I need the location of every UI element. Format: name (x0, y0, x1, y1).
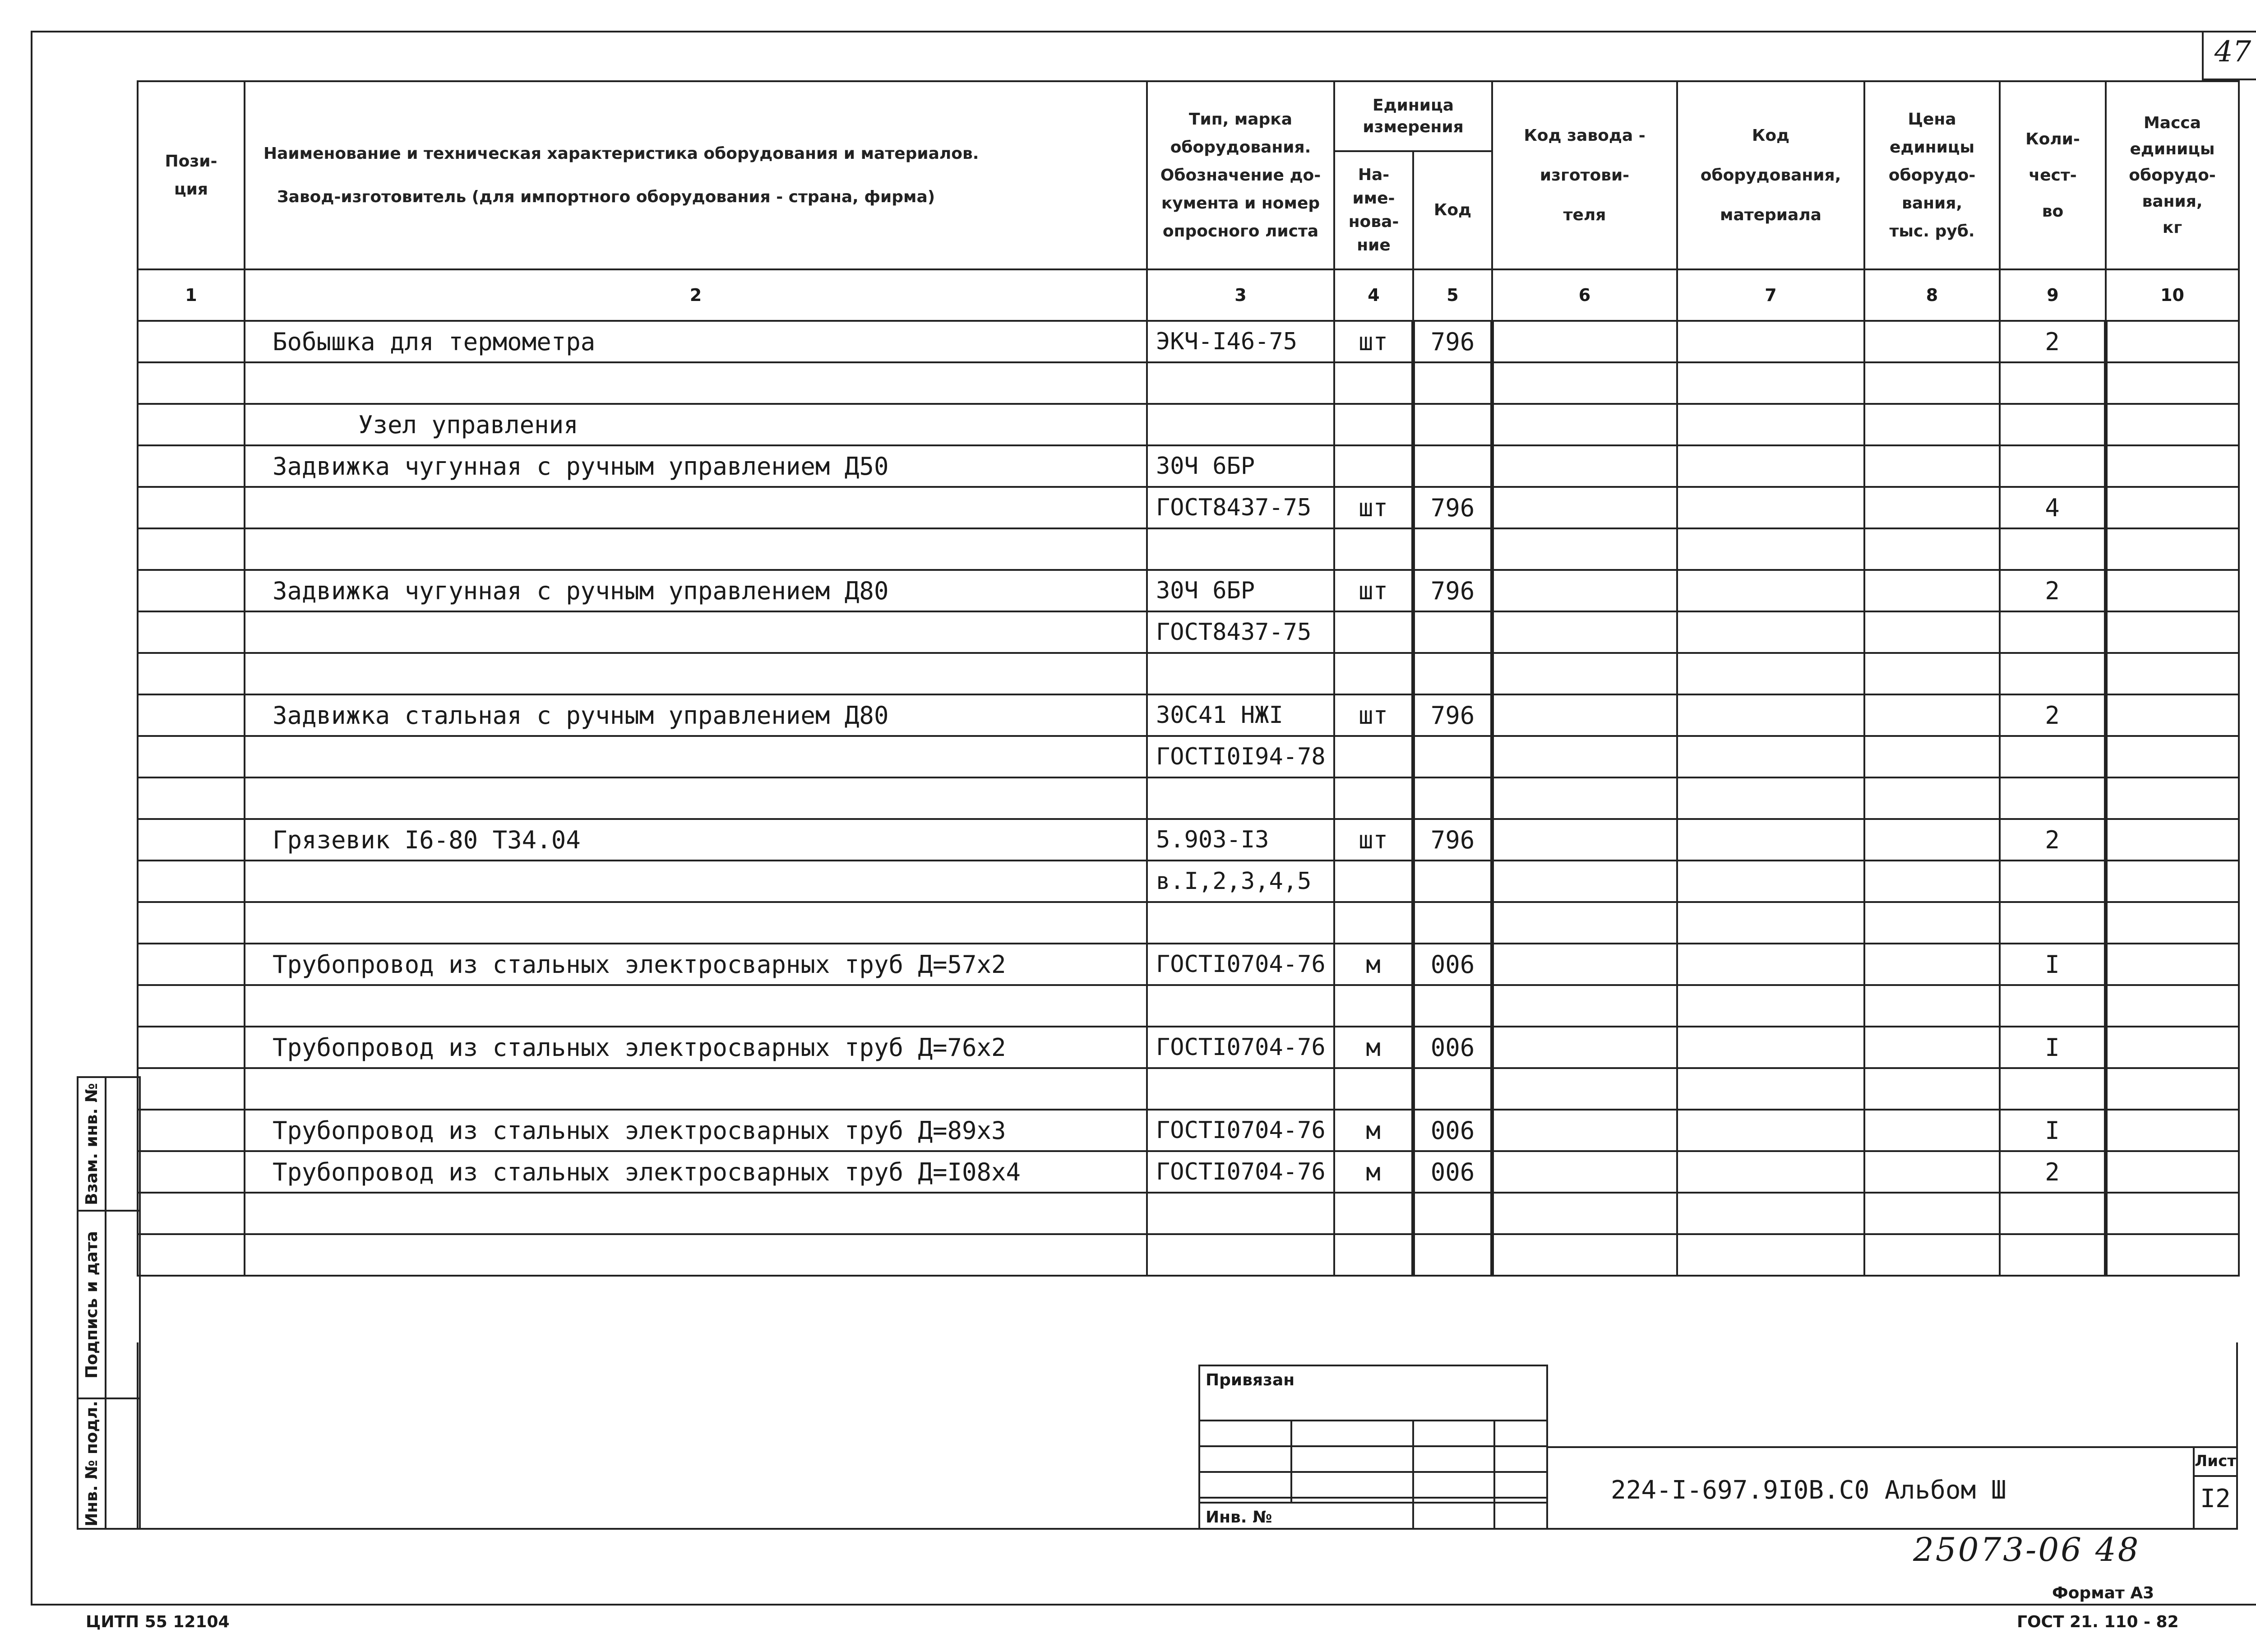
cell-c7 (1677, 985, 1864, 1027)
cell-c7 (1677, 1151, 1864, 1193)
cell-c10 (2106, 1234, 2239, 1276)
cell-c3 (1147, 985, 1334, 1027)
cell-c9 (2000, 902, 2106, 944)
cell-c7 (1677, 1068, 1864, 1110)
cell-c4: шт (1334, 819, 1413, 861)
cell-c2: Трубопровод из стальных электросварных труб Д=76х2 (245, 1027, 1147, 1068)
cell-c6 (1492, 1027, 1677, 1068)
stamp-label: Инв. № подл. (82, 1401, 101, 1527)
header-type: Тип, марка оборудования. Обозначение до- кумента и номер опросного листа (1147, 81, 1334, 269)
cell-c4 (1334, 611, 1413, 653)
cell-c7 (1677, 1234, 1864, 1276)
cell-c1 (138, 902, 245, 944)
cell-c4 (1334, 736, 1413, 777)
cell-c8 (1864, 653, 2000, 694)
cell-c10 (2106, 653, 2239, 694)
cell-c1 (138, 404, 245, 445)
cell-c10 (2106, 736, 2239, 777)
cell-c4: шт (1334, 694, 1413, 736)
cell-c4: м (1334, 1151, 1413, 1193)
cell-c1 (138, 528, 245, 570)
table-row (138, 611, 2239, 653)
cell-c8 (1864, 445, 2000, 487)
cell-c5 (1413, 902, 1492, 944)
cell-c6 (1492, 528, 1677, 570)
cell-c10 (2106, 1110, 2239, 1151)
cell-c4: м (1334, 944, 1413, 985)
col-num: 7 (1677, 269, 1864, 321)
header-equipment-code: Код оборудования, материала (1677, 81, 1864, 269)
cell-c7 (1677, 1027, 1864, 1068)
format-label: Формат А3 (2052, 1584, 2154, 1602)
cell-c1 (138, 1234, 245, 1276)
cell-c2 (245, 653, 1147, 694)
cell-c4: м (1334, 1110, 1413, 1151)
table-row (138, 487, 2239, 528)
cell-c6 (1492, 819, 1677, 861)
page-number-box (2202, 31, 2256, 80)
cell-c5 (1413, 985, 1492, 1027)
table-row (138, 404, 2239, 445)
cell-c6 (1492, 777, 1677, 819)
cell-c3: ГОСТI0I94-78 (1147, 736, 1334, 777)
cell-c3: ГОСТ8437-75 (1147, 487, 1334, 528)
cell-c10 (2106, 1151, 2239, 1193)
cell-c10 (2106, 985, 2239, 1027)
stamp-original-inv (77, 1397, 141, 1530)
cell-c3: 5.903-I3 (1147, 819, 1334, 861)
cell-c4 (1334, 1193, 1413, 1234)
cell-c7 (1677, 1193, 1864, 1234)
cell-c4 (1334, 653, 1413, 694)
cell-c2 (245, 902, 1147, 944)
cell-c7 (1677, 445, 1864, 487)
cell-c3 (1147, 404, 1334, 445)
cell-c5: 006 (1413, 1110, 1492, 1151)
cell-c6 (1492, 362, 1677, 404)
table-row (138, 694, 2239, 736)
inv-no-label: Инв. № (1206, 1508, 1272, 1527)
table-row (138, 777, 2239, 819)
cell-c4 (1334, 362, 1413, 404)
cell-c10 (2106, 445, 2239, 487)
header-quantity: Коли- чест- во (2000, 81, 2106, 269)
header-unit-code: Код (1413, 151, 1492, 269)
cell-c3 (1147, 1193, 1334, 1234)
cell-c7 (1677, 570, 1864, 611)
cell-c10 (2106, 1068, 2239, 1110)
cell-c1 (138, 570, 245, 611)
table-row (138, 736, 2239, 777)
cell-c7 (1677, 487, 1864, 528)
cell-c8 (1864, 1151, 2000, 1193)
sheet-label: Лист (2195, 1448, 2236, 1477)
header-unit: Единица измерения (1334, 81, 1492, 151)
cell-c6 (1492, 944, 1677, 985)
cell-c8 (1864, 861, 2000, 902)
cell-c5: 796 (1413, 321, 1492, 362)
cell-c1 (138, 611, 245, 653)
cell-c7 (1677, 611, 1864, 653)
cell-c2 (245, 1068, 1147, 1110)
cell-c10 (2106, 694, 2239, 736)
cell-c1 (138, 1027, 245, 1068)
cell-c8 (1864, 1234, 2000, 1276)
cell-c2 (245, 362, 1147, 404)
page-number: 47 (2214, 35, 2251, 69)
cell-c6 (1492, 736, 1677, 777)
cell-c6 (1492, 694, 1677, 736)
cell-c7 (1677, 819, 1864, 861)
table-row (138, 321, 2239, 362)
cell-c6 (1492, 1110, 1677, 1151)
cell-c9 (2000, 1193, 2106, 1234)
cell-c10 (2106, 528, 2239, 570)
cell-c8 (1864, 985, 2000, 1027)
cell-c3 (1147, 362, 1334, 404)
cell-c4 (1334, 902, 1413, 944)
cell-c5: 006 (1413, 1151, 1492, 1193)
cell-c8 (1864, 487, 2000, 528)
cell-c9: 2 (2000, 570, 2106, 611)
cell-c5 (1413, 445, 1492, 487)
table-row (138, 362, 2239, 404)
col-num: 1 (138, 269, 245, 321)
cell-c9 (2000, 777, 2106, 819)
cell-c2: Задвижка стальная с ручным управлением Д80 (245, 694, 1147, 736)
table-row (138, 1193, 2239, 1234)
table-row (138, 819, 2239, 861)
cell-c8 (1864, 777, 2000, 819)
col-num: 3 (1147, 269, 1334, 321)
header-unit-name: На- име- нова- ние (1334, 151, 1413, 269)
cell-c8 (1864, 611, 2000, 653)
cell-c5: 006 (1413, 1027, 1492, 1068)
cell-c5: 006 (1413, 944, 1492, 985)
cell-c5 (1413, 528, 1492, 570)
cell-c8 (1864, 1027, 2000, 1068)
cell-c4 (1334, 985, 1413, 1027)
cell-c2 (245, 1193, 1147, 1234)
footer-left: ЦИТП 55 12104 (86, 1613, 230, 1631)
header-mass: Масса единицы оборудо- вания, кг (2106, 81, 2239, 269)
cell-c6 (1492, 611, 1677, 653)
cell-c6 (1492, 445, 1677, 487)
cell-c1 (138, 362, 245, 404)
cell-c10 (2106, 1027, 2239, 1068)
table-row (138, 653, 2239, 694)
cell-c10 (2106, 362, 2239, 404)
cell-c5 (1413, 404, 1492, 445)
cell-c5 (1413, 611, 1492, 653)
cell-c1 (138, 985, 245, 1027)
stamp-signature-date (77, 1210, 141, 1399)
cell-c2 (245, 487, 1147, 528)
cell-c2 (245, 528, 1147, 570)
cell-c1 (138, 736, 245, 777)
cell-c6 (1492, 1151, 1677, 1193)
col-num: 10 (2106, 269, 2239, 321)
privyazan-label: Привязан (1206, 1371, 1295, 1389)
cell-c6 (1492, 570, 1677, 611)
cell-c6 (1492, 1234, 1677, 1276)
cell-c5 (1413, 1068, 1492, 1110)
cell-c7 (1677, 321, 1864, 362)
cell-c4: шт (1334, 570, 1413, 611)
cell-c6 (1492, 985, 1677, 1027)
cell-c7 (1677, 1110, 1864, 1151)
cell-c8 (1864, 819, 2000, 861)
cell-c9: I (2000, 1110, 2106, 1151)
cell-c5: 796 (1413, 694, 1492, 736)
cell-c8 (1864, 1110, 2000, 1151)
table-row (138, 902, 2239, 944)
cell-c4 (1334, 1234, 1413, 1276)
cell-c7 (1677, 861, 1864, 902)
cell-c10 (2106, 902, 2239, 944)
cell-c5 (1413, 653, 1492, 694)
cell-c1 (138, 777, 245, 819)
cell-c1 (138, 1151, 245, 1193)
cell-c5: 796 (1413, 819, 1492, 861)
cell-c7 (1677, 736, 1864, 777)
cell-c8 (1864, 528, 2000, 570)
cell-c8 (1864, 1193, 2000, 1234)
cell-c7 (1677, 944, 1864, 985)
stamp-label: Взам. инв. № (82, 1083, 101, 1205)
cell-c2 (245, 1234, 1147, 1276)
cell-c2: Грязевик I6-80 Т34.04 (245, 819, 1147, 861)
cell-c3: ГОСТI0704-76 (1147, 1151, 1334, 1193)
cell-c5 (1413, 777, 1492, 819)
cell-c5 (1413, 1234, 1492, 1276)
cell-c10 (2106, 487, 2239, 528)
cell-c7 (1677, 902, 1864, 944)
document-designation: 224-I-697.9I0В.С0 Альбом Ш (1611, 1476, 2006, 1505)
sheet-box (2193, 1446, 2238, 1530)
cell-c8 (1864, 1068, 2000, 1110)
table-row (138, 570, 2239, 611)
cell-c2 (245, 736, 1147, 777)
cell-c2 (245, 777, 1147, 819)
cell-c4 (1334, 404, 1413, 445)
cell-c1 (138, 653, 245, 694)
header-plant-code: Код завода - изготови- теля (1492, 81, 1677, 269)
cell-c2: Трубопровод из стальных электросварных труб Д=57х2 (245, 944, 1147, 985)
footer-gost: ГОСТ 21. 110 - 82 (2017, 1613, 2179, 1631)
cell-c5 (1413, 1193, 1492, 1234)
cell-c9: 4 (2000, 487, 2106, 528)
cell-c1 (138, 445, 245, 487)
cell-c9: I (2000, 1027, 2106, 1068)
cell-c2: Задвижка чугунная с ручным управлением Д80 (245, 570, 1147, 611)
table-row (138, 1110, 2239, 1151)
col-num: 2 (245, 269, 1147, 321)
cell-c2: Бобышка для термометра (245, 321, 1147, 362)
cell-c8 (1864, 321, 2000, 362)
cell-c9 (2000, 404, 2106, 445)
cell-c10 (2106, 611, 2239, 653)
cell-c2: Трубопровод из стальных электросварных труб Д=89х3 (245, 1110, 1147, 1151)
cell-c3: 30Ч 6БР (1147, 570, 1334, 611)
cell-c7 (1677, 404, 1864, 445)
cell-c3: ЭКЧ-I46-75 (1147, 321, 1334, 362)
cell-c8 (1864, 362, 2000, 404)
cell-c5: 796 (1413, 487, 1492, 528)
cell-c1 (138, 1193, 245, 1234)
cell-c6 (1492, 1068, 1677, 1110)
cell-c3 (1147, 1068, 1334, 1110)
cell-c8 (1864, 404, 2000, 445)
cell-c9 (2000, 736, 2106, 777)
cell-c7 (1677, 528, 1864, 570)
cell-c9 (2000, 985, 2106, 1027)
col-num: 6 (1492, 269, 1677, 321)
cell-c3 (1147, 653, 1334, 694)
cell-c8 (1864, 944, 2000, 985)
cell-c9 (2000, 362, 2106, 404)
cell-c3 (1147, 902, 1334, 944)
cell-c9: 2 (2000, 819, 2106, 861)
table-row (138, 1027, 2239, 1068)
cell-c2: Трубопровод из стальных электросварных труб Д=I08х4 (245, 1151, 1147, 1193)
cell-c9: 2 (2000, 321, 2106, 362)
cell-c10 (2106, 570, 2239, 611)
cell-c3: ГОСТ8437-75 (1147, 611, 1334, 653)
cell-c4 (1334, 528, 1413, 570)
cell-c1 (138, 1068, 245, 1110)
cell-c4 (1334, 1068, 1413, 1110)
table-row (138, 1151, 2239, 1193)
cell-c4: шт (1334, 487, 1413, 528)
cell-c5 (1413, 861, 1492, 902)
cell-c10 (2106, 944, 2239, 985)
cell-c6 (1492, 321, 1677, 362)
cell-c10 (2106, 404, 2239, 445)
handwritten-number: 25073-06 48 (1913, 1531, 2140, 1569)
cell-c6 (1492, 1193, 1677, 1234)
header-position: Пози- ция (138, 81, 245, 269)
cell-c2 (245, 861, 1147, 902)
cell-c7 (1677, 653, 1864, 694)
cell-c6 (1492, 861, 1677, 902)
cell-c8 (1864, 694, 2000, 736)
title-block (1198, 1365, 1548, 1530)
stamp-replacement-inv (77, 1076, 141, 1212)
cell-c6 (1492, 404, 1677, 445)
cell-c1 (138, 487, 245, 528)
cell-c10 (2106, 861, 2239, 902)
cell-c2 (245, 985, 1147, 1027)
stamp-label: Подпись и дата (82, 1231, 101, 1379)
cell-c9: I (2000, 944, 2106, 985)
cell-c3: ГОСТI0704-76 (1147, 1110, 1334, 1151)
cell-c6 (1492, 653, 1677, 694)
cell-c8 (1864, 736, 2000, 777)
cell-c4 (1334, 861, 1413, 902)
cell-c9 (2000, 445, 2106, 487)
cell-c9 (2000, 861, 2106, 902)
column-number-row (138, 269, 2239, 321)
table-row (138, 1068, 2239, 1110)
cell-c1 (138, 694, 245, 736)
cell-c9 (2000, 1234, 2106, 1276)
title-divider (1548, 1446, 2238, 1448)
header-price: Цена единицы оборудо- вания, тыс. руб. (1864, 81, 2000, 269)
cell-c3: в.I,2,3,4,5 (1147, 861, 1334, 902)
cell-c10 (2106, 819, 2239, 861)
cell-c8 (1864, 902, 2000, 944)
cell-c10 (2106, 321, 2239, 362)
cell-c10 (2106, 1193, 2239, 1234)
cell-c6 (1492, 487, 1677, 528)
cell-c5: 796 (1413, 570, 1492, 611)
cell-c1 (138, 321, 245, 362)
cell-c4 (1334, 445, 1413, 487)
table-row (138, 1234, 2239, 1276)
table-row (138, 944, 2239, 985)
cell-c3 (1147, 1234, 1334, 1276)
header-name: Наименование и техническая характеристика оборудования и материалов. Завод-изготовитель (для импортного оборудования - страна, фирма) (245, 81, 1147, 269)
cell-c3 (1147, 528, 1334, 570)
cell-c1 (138, 819, 245, 861)
cell-c8 (1864, 570, 2000, 611)
cell-c3: 30С41 НЖI (1147, 694, 1334, 736)
specification-table (137, 80, 2240, 1277)
cell-c9 (2000, 528, 2106, 570)
cell-c2 (245, 611, 1147, 653)
cell-c9: 2 (2000, 1151, 2106, 1193)
cell-c9 (2000, 1068, 2106, 1110)
col-num: 8 (1864, 269, 2000, 321)
table-row (138, 985, 2239, 1027)
cell-c4 (1334, 777, 1413, 819)
cell-c1 (138, 861, 245, 902)
table-row (138, 445, 2239, 487)
cell-c3: ГОСТI0704-76 (1147, 944, 1334, 985)
col-num: 9 (2000, 269, 2106, 321)
sheet-number: I2 (2200, 1484, 2231, 1513)
cell-c5 (1413, 362, 1492, 404)
cell-c4: м (1334, 1027, 1413, 1068)
cell-c2: Узел управления (245, 404, 1147, 445)
cell-c5 (1413, 736, 1492, 777)
cell-c3 (1147, 777, 1334, 819)
cell-c7 (1677, 694, 1864, 736)
cell-c4: шт (1334, 321, 1413, 362)
cell-c3: ГОСТI0704-76 (1147, 1027, 1334, 1068)
cell-c7 (1677, 777, 1864, 819)
cell-c10 (2106, 777, 2239, 819)
cell-c7 (1677, 362, 1864, 404)
table-row (138, 528, 2239, 570)
cell-c9: 2 (2000, 694, 2106, 736)
cell-c1 (138, 944, 245, 985)
cell-c1 (138, 1110, 245, 1151)
col-num: 4 (1334, 269, 1413, 321)
cell-c9 (2000, 611, 2106, 653)
cell-c9 (2000, 653, 2106, 694)
table-row (138, 861, 2239, 902)
cell-c6 (1492, 902, 1677, 944)
col-num: 5 (1413, 269, 1492, 321)
cell-c2: Задвижка чугунная с ручным управлением Д50 (245, 445, 1147, 487)
cell-c3: 30Ч 6БР (1147, 445, 1334, 487)
